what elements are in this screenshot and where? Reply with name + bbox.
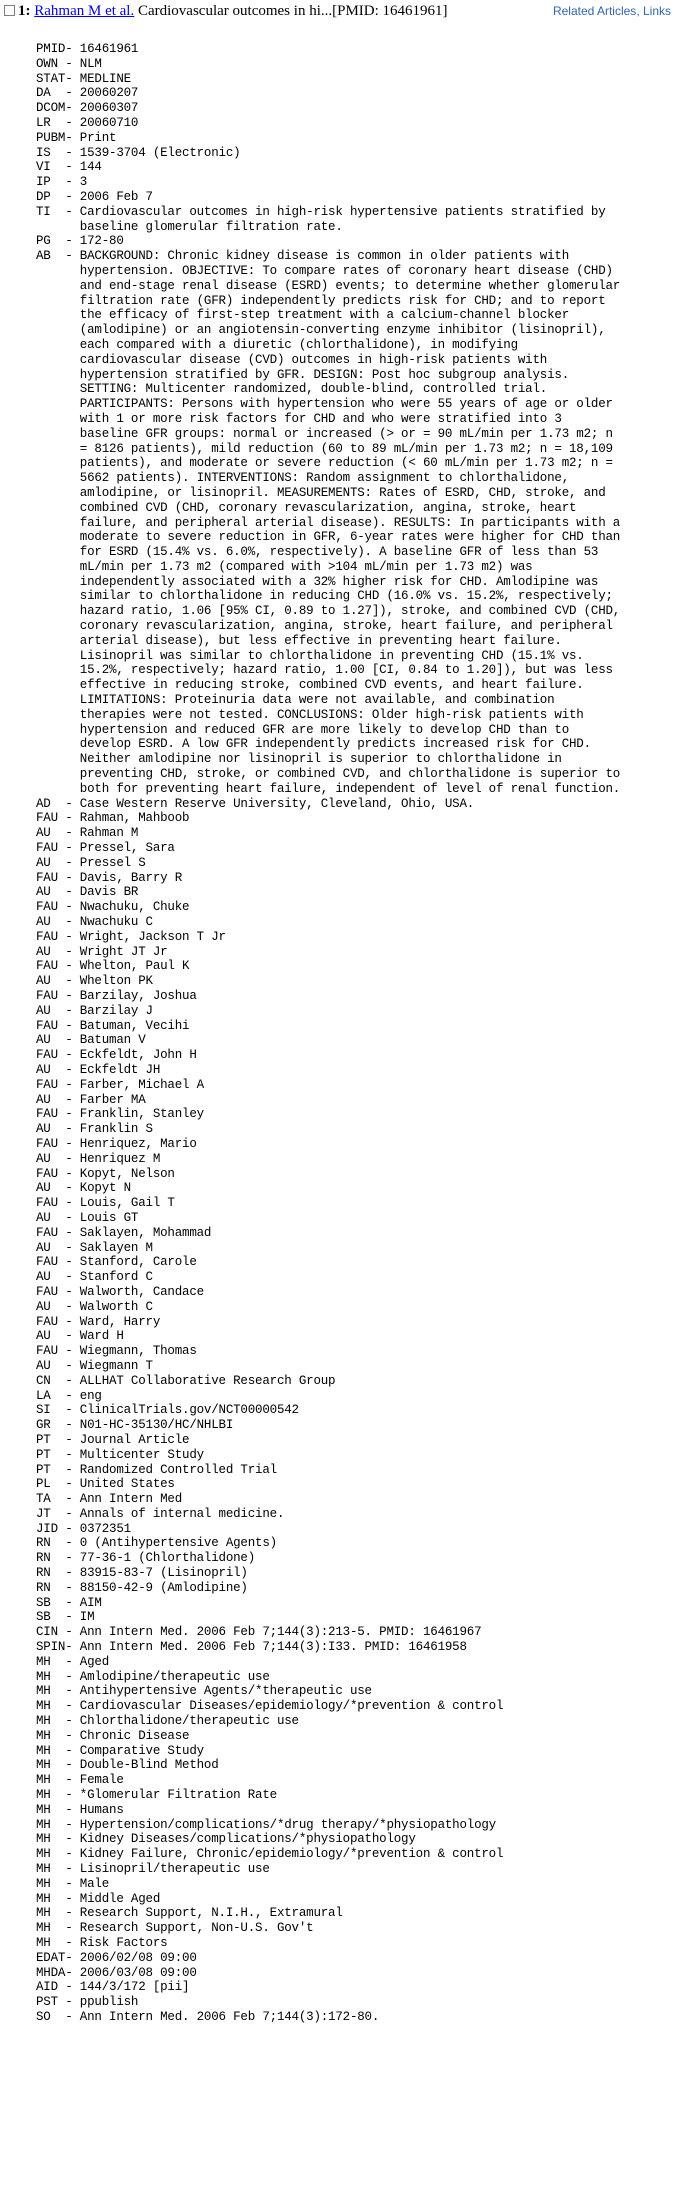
record-line: AU - Eckfeldt JH bbox=[36, 1062, 161, 1077]
record-line: DP - 2006 Feb 7 bbox=[36, 189, 153, 204]
record-line: MH - Hypertension/complications/*drug therapy/*physiopathology bbox=[36, 1817, 496, 1832]
record-line: AID - 144/3/172 [pii] bbox=[36, 1980, 190, 1995]
record-line: FAU - Stanford, Carole bbox=[36, 1255, 197, 1270]
record-line: PT - Multicenter Study bbox=[36, 1447, 204, 1462]
record-line: MH - Amlodipine/therapeutic use bbox=[36, 1669, 270, 1684]
record-line: FAU - Henriquez, Mario bbox=[36, 1136, 197, 1151]
record-line: SB - IM bbox=[36, 1610, 95, 1625]
record-line: GR - N01-HC-35130/HC/NHLBI bbox=[36, 1418, 234, 1433]
record-line: MH - Female bbox=[36, 1773, 124, 1788]
record-line: each compared with a diuretic (chlorthalidone), in modifying bbox=[36, 337, 518, 352]
medline-record bbox=[36, 42, 620, 2025]
record-line: SPIN- Ann Intern Med. 2006 Feb 7;144(3):I33. PMID: 16461958 bbox=[36, 1640, 467, 1655]
record-line: AB - BACKGROUND: Chronic kidney disease is common in older patients with bbox=[36, 249, 569, 264]
select-result-checkbox[interactable] bbox=[4, 5, 15, 16]
record-line: AU - Rahman M bbox=[36, 826, 139, 841]
record-line: for ESRD (15.4% vs. 6.0%, respectively). A baseline GFR of less than 53 bbox=[36, 545, 599, 560]
record-line: AU - Pressel S bbox=[36, 855, 146, 870]
record-line: MH - Research Support, N.I.H., Extramural bbox=[36, 1906, 343, 1921]
record-line: FAU - Saklayen, Mohammad bbox=[36, 1225, 212, 1240]
title-snippet: Cardiovascular outcomes in hi...[PMID: 16461961] bbox=[134, 3, 448, 19]
record-line: hypertension stratified by GFR. DESIGN: Post hoc subgroup analysis. bbox=[36, 367, 569, 382]
record-line: FAU - Nwachuku, Chuke bbox=[36, 900, 190, 915]
record-line: MH - Chronic Disease bbox=[36, 1728, 190, 1743]
record-line: moderate to severe reduction in GFR, 6-year rates were higher for CHD than bbox=[36, 530, 621, 545]
record-line: MH - Cardiovascular Diseases/epidemiology/*prevention & control bbox=[36, 1699, 504, 1714]
record-line: SI - ClinicalTrials.gov/NCT00000542 bbox=[36, 1403, 299, 1418]
link-separator: , bbox=[636, 4, 643, 18]
record-line: DA - 20060207 bbox=[36, 86, 139, 101]
record-line: DCOM- 20060307 bbox=[36, 101, 139, 116]
record-line: baseline glomerular filtration rate. bbox=[36, 219, 343, 234]
record-line: FAU - Wiegmann, Thomas bbox=[36, 1344, 197, 1359]
record-line: AU - Farber MA bbox=[36, 1092, 146, 1107]
record-line: hypertension. OBJECTIVE: To compare rates of coronary heart disease (CHD) bbox=[36, 263, 613, 278]
record-line: similar to chlorthalidone in reducing CHD (16.0% vs. 15.2%, respectively; bbox=[36, 589, 613, 604]
record-line: FAU - Whelton, Paul K bbox=[36, 959, 190, 974]
record-line: AU - Henriquez M bbox=[36, 1151, 161, 1166]
links-link[interactable]: Links bbox=[642, 4, 671, 18]
record-line: MH - Risk Factors bbox=[36, 1936, 168, 1950]
record-line: FAU - Ward, Harry bbox=[36, 1314, 161, 1329]
record-line: Lisinopril was similar to chlorthalidone in preventing CHD (15.1% vs. bbox=[36, 648, 584, 663]
record-line: PT - Journal Article bbox=[36, 1432, 190, 1447]
record-line: AU - Barzilay J bbox=[36, 1003, 153, 1018]
record-line: FAU - Farber, Michael A bbox=[36, 1077, 204, 1092]
record-line: cardiovascular disease (CVD) outcomes in high-risk patients with bbox=[36, 352, 548, 367]
author-link[interactable]: Rahman M et al. bbox=[34, 3, 135, 19]
record-line: LR - 20060710 bbox=[36, 115, 139, 130]
record-line: MH - Chlorthalidone/therapeutic use bbox=[36, 1714, 299, 1729]
result-index: 1: bbox=[18, 3, 31, 19]
record-line: FAU - Batuman, Vecihi bbox=[36, 1018, 190, 1033]
record-line: hazard ratio, 1.06 [95% CI, 0.89 to 1.27]), stroke, and combined CVD (CHD, bbox=[36, 604, 621, 619]
record-line: FAU - Walworth, Candace bbox=[36, 1284, 204, 1299]
record-line: SO - Ann Intern Med. 2006 Feb 7;144(3):172-80. bbox=[36, 2009, 380, 2024]
record-line: effective in reducing stroke, combined CVD events, and heart failure. bbox=[36, 678, 584, 693]
record-line: SETTING: Multicenter randomized, double-blind, controlled trial. bbox=[36, 382, 548, 397]
record-line: AU - Davis BR bbox=[36, 885, 139, 900]
record-line: with 1 or more risk factors for CHD and who were stratified into 3 bbox=[36, 411, 562, 426]
record-line: hypertension and reduced GFR are more likely to develop CHD than to bbox=[36, 722, 569, 737]
record-line: FAU - Franklin, Stanley bbox=[36, 1107, 204, 1122]
record-line: RN - 88150-42-9 (Amlodipine) bbox=[36, 1580, 248, 1595]
record-line: mL/min per 1.73 m2 (compared with >104 mL/min per 1.73 m2) was bbox=[36, 559, 533, 574]
record-line: PMID- 16461961 bbox=[36, 42, 139, 56]
record-line: AU - Nwachuku C bbox=[36, 915, 153, 930]
record-line: MH - Humans bbox=[36, 1802, 124, 1817]
record-line: both for preventing heart failure, independent of level of renal function. bbox=[36, 781, 621, 796]
record-line: 5662 patients). INTERVENTIONS: Random assignment to chlorthalidone, bbox=[36, 471, 569, 486]
record-line: Neither amlodipine nor lisinopril is superior to chlorthalidone in bbox=[36, 752, 562, 767]
record-line: AU - Whelton PK bbox=[36, 974, 153, 989]
record-line: PT - Randomized Controlled Trial bbox=[36, 1462, 277, 1477]
record-line: PARTICIPANTS: Persons with hypertension who were 55 years of age or older bbox=[36, 397, 613, 412]
record-line: MH - Middle Aged bbox=[36, 1891, 161, 1906]
record-line: PL - United States bbox=[36, 1477, 175, 1492]
record-line: AU - Batuman V bbox=[36, 1033, 146, 1048]
record-line: AU - Louis GT bbox=[36, 1210, 139, 1225]
record-line: FAU - Davis, Barry R bbox=[36, 870, 183, 885]
record-line: MH - Lisinopril/therapeutic use bbox=[36, 1862, 270, 1877]
record-line: AU - Stanford C bbox=[36, 1270, 153, 1285]
record-line: LA - eng bbox=[36, 1388, 102, 1403]
record-line: FAU - Barzilay, Joshua bbox=[36, 989, 197, 1003]
record-line: JID - 0372351 bbox=[36, 1521, 131, 1536]
record-line: OWN - NLM bbox=[36, 56, 102, 71]
record-line: TA - Ann Intern Med bbox=[36, 1492, 183, 1507]
record-line: TI - Cardiovascular outcomes in high-risk hypertensive patients stratified by bbox=[36, 204, 606, 219]
record-line: AU - Saklayen M bbox=[36, 1240, 153, 1255]
record-line: MHDA- 2006/03/08 09:00 bbox=[36, 1965, 197, 1980]
result-title-line bbox=[4, 3, 448, 20]
record-line: FAU - Pressel, Sara bbox=[36, 841, 175, 856]
record-line: STAT- MEDLINE bbox=[36, 71, 131, 86]
record-line: LIMITATIONS: Proteinuria data were not available, and combination bbox=[36, 693, 555, 708]
record-line: MH - Research Support, Non-U.S. Gov't bbox=[36, 1921, 314, 1936]
record-line: PG - 172-80 bbox=[36, 234, 124, 249]
record-line: 15.2%, respectively; hazard ratio, 1.00 [CI, 0.84 to 1.20]), but was less bbox=[36, 663, 613, 678]
record-line: coronary revascularization, angina, stroke, heart failure, and peripheral bbox=[36, 619, 613, 634]
record-line: independently associated with a 32% higher risk for CHD. Amlodipine was bbox=[36, 574, 599, 589]
record-line: FAU - Rahman, Mahboob bbox=[36, 811, 190, 826]
record-line: MH - Aged bbox=[36, 1654, 110, 1669]
record-line: the efficacy of first-step treatment with a calcium-channel blocker bbox=[36, 308, 569, 323]
record-line: FAU - Eckfeldt, John H bbox=[36, 1048, 197, 1063]
record-line: baseline GFR groups: normal or increased (> or = 90 mL/min per 1.73 m2; n bbox=[36, 426, 613, 441]
record-line: failure, and peripheral arterial disease). RESULTS: In participants with a bbox=[36, 515, 621, 530]
record-line: MH - Male bbox=[36, 1876, 110, 1891]
record-line: IS - 1539-3704 (Electronic) bbox=[36, 145, 241, 160]
record-line: EDAT- 2006/02/08 09:00 bbox=[36, 1950, 197, 1965]
record-line: AU - Ward H bbox=[36, 1329, 124, 1344]
record-line: SB - AIM bbox=[36, 1595, 102, 1610]
related-articles-link[interactable]: Related Articles bbox=[552, 4, 637, 18]
record-line: filtration rate (GFR) independently predicts risk for CHD; and to report bbox=[36, 293, 606, 308]
result-links bbox=[553, 4, 671, 18]
record-line: combined CVD (CHD, coronary revascularization, angina, stroke, heart bbox=[36, 500, 577, 515]
record-line: MH - Kidney Diseases/complications/*physiopathology bbox=[36, 1832, 416, 1847]
record-line: AD - Case Western Reserve University, Cleveland, Ohio, USA. bbox=[36, 796, 475, 811]
record-line: FAU - Louis, Gail T bbox=[36, 1196, 175, 1211]
record-line: CN - ALLHAT Collaborative Research Group bbox=[36, 1373, 336, 1388]
record-line: preventing CHD, stroke, or combined CVD, and chlorthalidone is superior to bbox=[36, 767, 621, 782]
record-line: (amlodipine) or an angiotensin-converting enzyme inhibitor (lisinopril), bbox=[36, 323, 606, 338]
record-line: AU - Franklin S bbox=[36, 1122, 153, 1137]
record-line: FAU - Wright, Jackson T Jr bbox=[36, 929, 226, 944]
record-line: AU - Wright JT Jr bbox=[36, 944, 168, 959]
record-line: MH - Double-Blind Method bbox=[36, 1758, 219, 1773]
record-line: PST - ppublish bbox=[36, 1995, 139, 2010]
record-line: CIN - Ann Intern Med. 2006 Feb 7;144(3):213-5. PMID: 16461967 bbox=[36, 1625, 482, 1640]
record-line: = 8126 patients), mild reduction (60 to 89 mL/min per 1.73 m2; n = 18,109 bbox=[36, 441, 613, 456]
record-line: IP - 3 bbox=[36, 175, 88, 190]
record-line: MH - Comparative Study bbox=[36, 1743, 204, 1758]
record-line: AU - Kopyt N bbox=[36, 1181, 131, 1196]
record-line: JT - Annals of internal medicine. bbox=[36, 1506, 285, 1521]
record-line: patients), and moderate or severe reduction (< 60 mL/min per 1.73 m2; n = bbox=[36, 456, 613, 471]
record-line: MH - *Glomerular Filtration Rate bbox=[36, 1788, 277, 1803]
record-line: VI - 144 bbox=[36, 160, 102, 175]
record-line: RN - 83915-83-7 (Lisinopril) bbox=[36, 1566, 248, 1581]
record-line: AU - Walworth C bbox=[36, 1299, 153, 1314]
result-header bbox=[4, 3, 671, 23]
record-line: FAU - Kopyt, Nelson bbox=[36, 1166, 175, 1181]
record-line: arterial disease), but less effective in preventing heart failure. bbox=[36, 633, 562, 648]
record-line: RN - 0 (Antihypertensive Agents) bbox=[36, 1536, 277, 1551]
record-line: MH - Antihypertensive Agents/*therapeutic use bbox=[36, 1684, 372, 1699]
record-line: MH - Kidney Failure, Chronic/epidemiology/*prevention & control bbox=[36, 1847, 504, 1862]
record-line: develop ESRD. A low GFR independently predicts increased risk for CHD. bbox=[36, 737, 591, 752]
record-line: and end-stage renal disease (ESRD) events; to determine whether glomerular bbox=[36, 278, 621, 293]
record-line: RN - 77-36-1 (Chlorthalidone) bbox=[36, 1551, 256, 1566]
record-line: amlodipine, or lisinopril. MEASUREMENTS: Rates of ESRD, CHD, stroke, and bbox=[36, 485, 606, 500]
record-line: PUBM- Print bbox=[36, 130, 117, 145]
record-line: AU - Wiegmann T bbox=[36, 1358, 153, 1373]
record-line: therapies were not tested. CONCLUSIONS: Older high-risk patients with bbox=[36, 707, 584, 722]
